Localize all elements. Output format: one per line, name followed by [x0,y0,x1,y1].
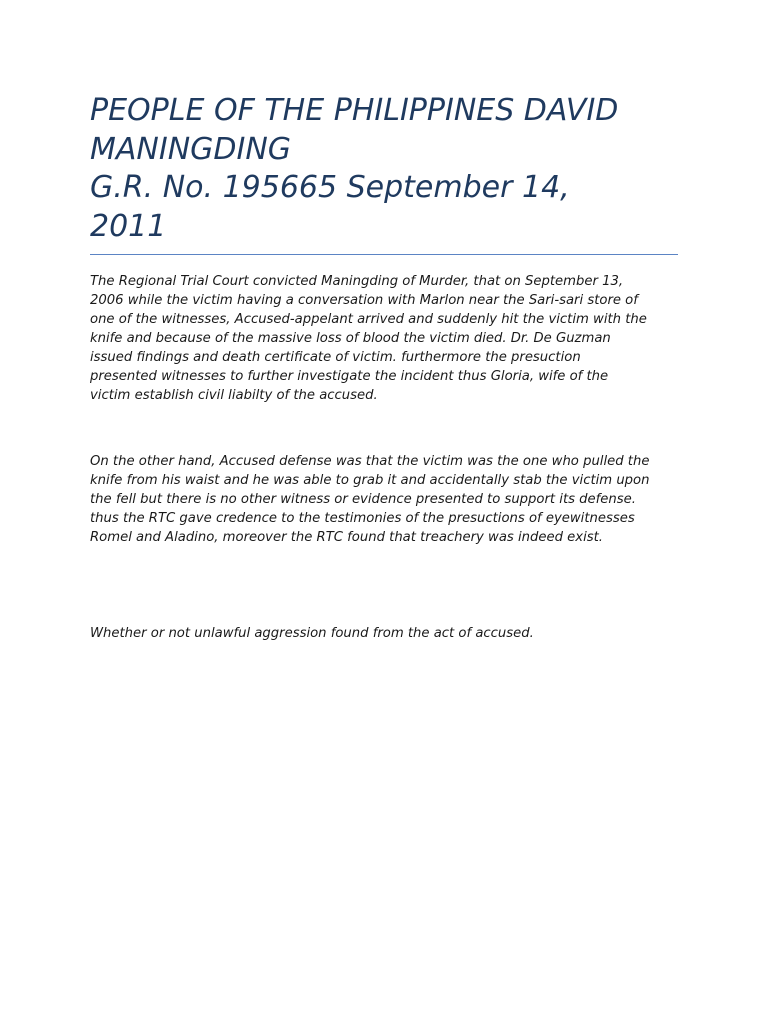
text-line: Whether or not unlawful aggression found from the act of accused. [90,626,534,641]
title-divider [90,254,678,255]
text-line: The Regional Trial Court convicted Maningding of Murder, that on September 13, [90,274,624,289]
text-line: On the other hand, Accused defense was that the victim was the one who pulled the [90,454,650,469]
paragraph-defense [90,452,690,547]
text-line: presented witnesses to further investigate the incident thus Gloria, wife of the [90,369,609,384]
text-line: knife and because of the massive loss of blood the victim died. Dr. De Guzman [90,331,611,346]
document-title [90,92,690,246]
title-line: 2011 [90,208,167,244]
text-line: Romel and Aladino, moreover the RTC found that treachery was indeed exist. [90,530,603,545]
text-line: 2006 while the victim having a conversation with Marlon near the Sari-sari store of [90,293,638,308]
text-line: victim establish civil liabilty of the accused. [90,388,378,403]
text-line: issued findings and death certificate of victim. furthermore the presuction [90,350,581,365]
text-line: the fell but there is no other witness or evidence presented to support its defense. [90,492,636,507]
paragraph-facts [90,272,690,405]
title-line: G.R. No. 195665 September 14, [90,170,570,205]
paragraph-issue [90,624,690,643]
text-line: one of the witnesses, Accused-appelant arrived and suddenly hit the victim with the [90,312,647,327]
title-line: MANINGDING [90,131,292,167]
text-line: thus the RTC gave credence to the testimonies of the presuctions of eyewitnesses [90,511,635,526]
text-line: knife from his waist and he was able to grab it and accidentally stab the victim upon [90,473,650,488]
title-line: PEOPLE OF THE PHILIPPINES DAVID [90,93,619,128]
